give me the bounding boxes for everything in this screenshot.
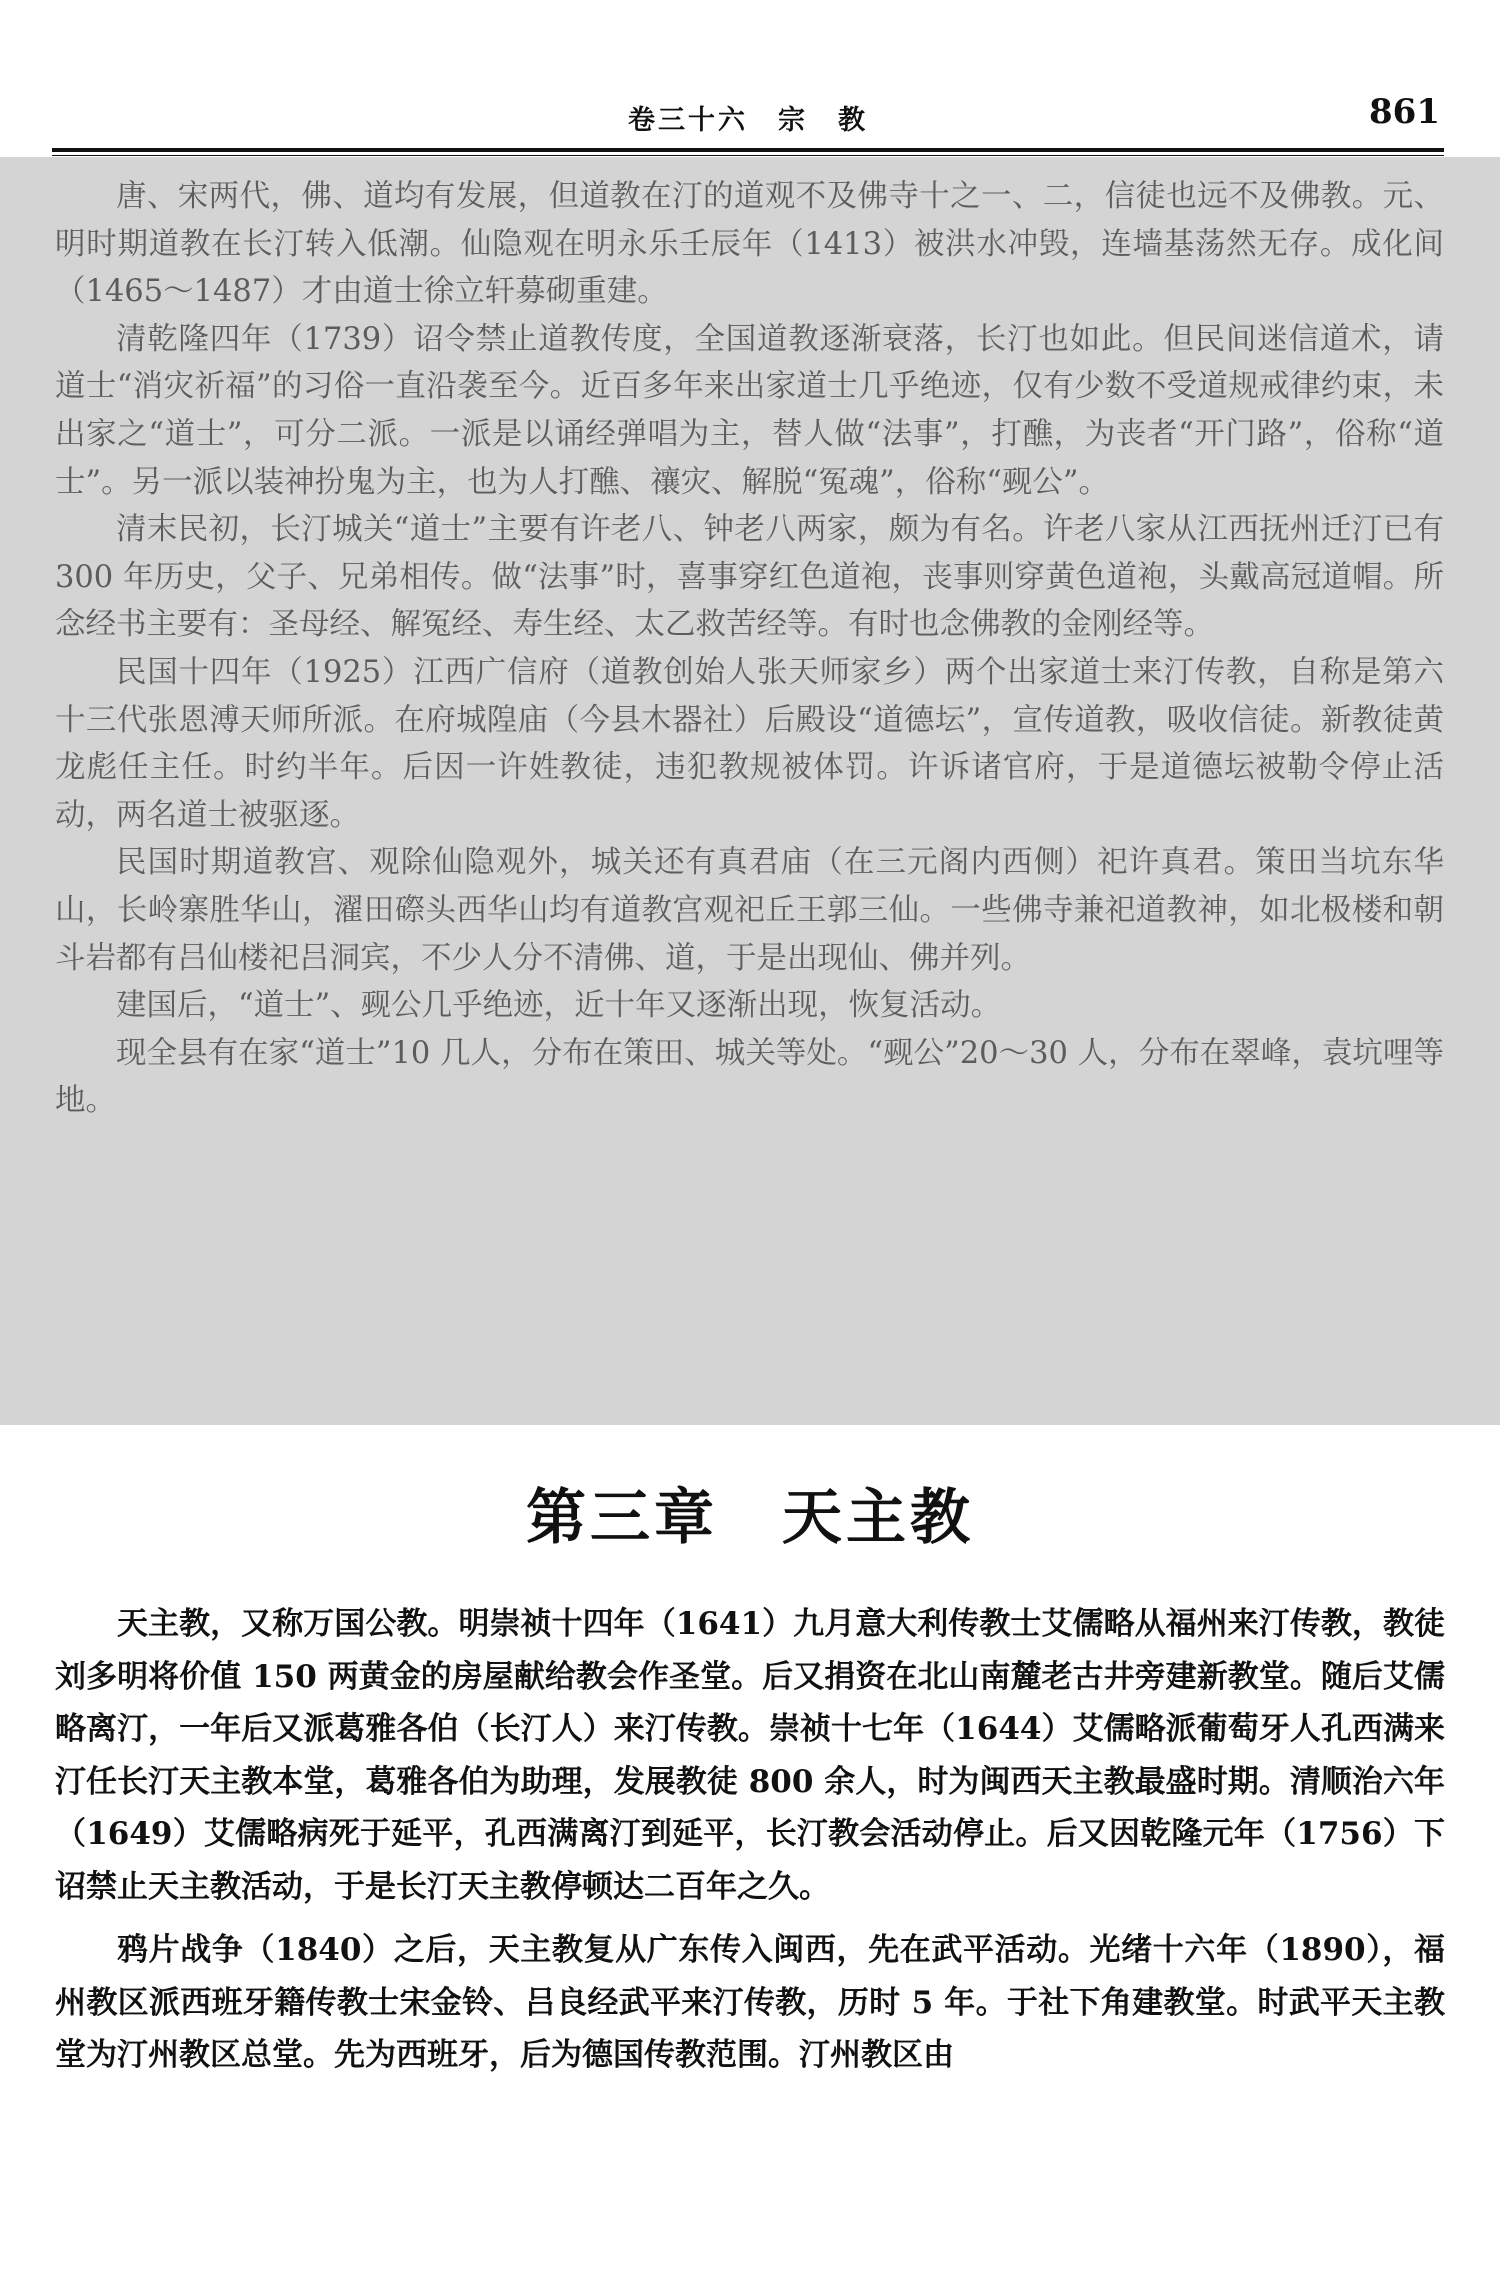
chapter-title: 第三章 天主教	[526, 1483, 974, 1553]
shaded-paragraph: 唐、宋两代，佛、道均有发展，但道教在汀的道观不及佛寺十之一、二，信徒也远不及佛教。元、明时期道教在长汀转入低潮。仙隐观在明永乐壬辰年（1413）被洪水冲毁，连墙基荡然无存。成化间（1465～1487）才由道士徐立轩募砌重建。	[55, 179, 1444, 310]
header-rule-thin	[52, 155, 1444, 156]
catholicism-section	[55, 1598, 1445, 2093]
shaded-paragraph: 民国时期道教宫、观除仙隐观外，城关还有真君庙（在三元阁内西侧）祀许真君。策田当坑东华山，长岭寨胜华山，濯田磜头西华山均有道教宫观祀丘王郭三仙。一些佛寺兼祀道教神，如北极楼和朝斗岩都有吕仙楼祀吕洞宾，不少人分不清佛、道，于是出现仙、佛并列。	[55, 845, 1444, 976]
header-rule-thick	[52, 148, 1444, 152]
running-title: 卷三十六 宗 教	[628, 105, 868, 136]
shaded-paragraph: 民国十四年（1925）江西广信府（道教创始人张天师家乡）两个出家道士来汀传教，自称是第六十三代张恩溥天师所派。在府城隍庙（今县木器社）后殿设“道德坛”，宣传道教，吸收信徒。新教徒黄龙彪任主任。时约半年。后因一许姓教徒，违犯教规被体罚。许诉诸官府，于是道德坛被勒令停止活动，两名道士被驱逐。	[55, 654, 1444, 833]
shaded-paragraph: 建国后，“道士”、觋公几乎绝迹，近十年又逐渐出现，恢复活动。	[116, 988, 1002, 1024]
shaded-paragraph: 现全县有在家“道士”10 几人，分布在策田、城关等处。“觋公”20～30 人，分布在翠峰，袁坑哩等地。	[55, 1035, 1444, 1119]
body-paragraph: 天主教，又称万国公教。明崇祯十四年（1641）九月意大利传教士艾儒略从福州来汀传教，教徒刘多明将价值 150 两黄金的房屋献给教会作圣堂。后又捐资在北山南麓老古井旁建新教堂。随后艾儒略离汀，一年后又派葛雅各伯（长汀人）来汀传教。崇祯十七年（1644）艾儒略派葡萄牙人孔西满来汀任长汀天主教本堂，葛雅各伯为助理，发展教徒 800 余人，时为闽西天主教最盛时期。清顺治六年（1649）艾儒略病死于延平，孔西满离汀到延平，长汀教会活动停止。后又因乾隆元年（1756）下诏禁止天主教活动，于是长汀天主教停顿达二百年之久。	[55, 1606, 1445, 1905]
shaded-paragraph: 清乾隆四年（1739）诏令禁止道教传度，全国道教逐渐衰落，长汀也如此。但民间迷信道术，请道士“消灾祈福”的习俗一直沿袭至今。近百多年来出家道士几乎绝迹，仅有少数不受道规戒律约束，未出家之“道士”，可分二派。一派是以诵经弹唱为主，替人做“法事”，打醮，为丧者“开门路”，俗称“道士”。另一派以装神扮鬼为主，也为人打醮、禳灾、解脱“冤魂”，俗称“觋公”。	[55, 321, 1444, 500]
body-paragraph: 鸦片战争（1840）之后，天主教复从广东传入闽西，先在武平活动。光绪十六年（1890），福州教区派西班牙籍传教士宋金铃、吕良经武平来汀传教，历时 5 年。于社下角建教堂。时武平天主教堂为汀州教区总堂。先为西班牙，后为德国传教范围。汀州教区由	[55, 1932, 1445, 2073]
page-number: 861	[1369, 92, 1440, 132]
shaded-taoism-section	[0, 157, 1500, 1425]
page-header	[52, 88, 1444, 146]
shaded-paragraph: 清末民初，长汀城关“道士”主要有许老八、钟老八两家，颇为有名。许老八家从江西抚州迁汀已有 300 年历史，父子、兄弟相传。做“法事”时，喜事穿红色道袍，丧事则穿黄色道袍，头戴高冠道帽。所念经书主要有：圣母经、解冤经、寿生经、太乙救苦经等。有时也念佛教的金刚经等。	[55, 512, 1444, 643]
